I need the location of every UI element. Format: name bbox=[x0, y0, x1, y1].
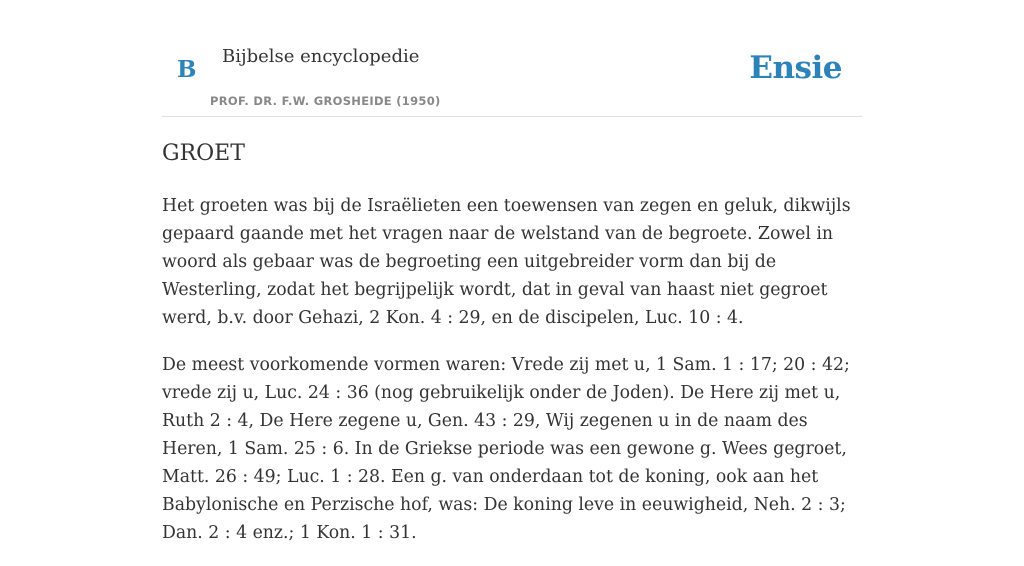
entry-paragraph-2: De meest voorkomende vormen waren: Vrede zij met u, 1 Sam. 1 : 17; 20 : 42; vrede zij u, Luc. 24 : 36 (nog gebruikelijk onder de Joden). De Here zij met u, Ruth 2 : 4, De Here zegene u, Gen. 43 : 29, Wij zegenen u in de naam des Heren, 1 Sam. 25 : 6. In de Griekse periode was een gewone g. Wees gegroet, Matt. 26 : 49; Luc. 1 : 28. Een g. van onderdaan tot de koning, ook aan het Babylonische en Perzische hof, was: De koning leve in eeuwigheid, Neh. 2 : 3; Dan. 2 : 4 enz.; 1 Kon. 1 : 31. bbox=[162, 355, 850, 543]
entry-paragraph-1: Het groeten was bij de Israëlieten een toewensen van zegen en geluk, dikwijls gepaard gaande met het vragen naar de welstand van de begroete. Zowel in woord als gebaar was de begroeting een uitgebreider vorm dan bij de Westerling, zodat het begrijpelijk wordt, dat in geval van haast niet gegroet werd, b.v. door Gehazi, 2 Kon. 4 : 29, en de discipelen, Luc. 10 : 4. bbox=[162, 196, 851, 328]
book-author: PROF. DR. F.W. GROSHEIDE (1950) bbox=[210, 94, 441, 108]
book-logo-letter[interactable]: B bbox=[177, 56, 197, 83]
brand-logo[interactable]: Ensie bbox=[749, 50, 842, 86]
site-header bbox=[162, 0, 862, 117]
entry-title: GROET bbox=[162, 141, 245, 166]
entry-content bbox=[162, 192, 862, 566]
book-title-link[interactable]: Bijbelse encyclopedie bbox=[222, 46, 420, 67]
